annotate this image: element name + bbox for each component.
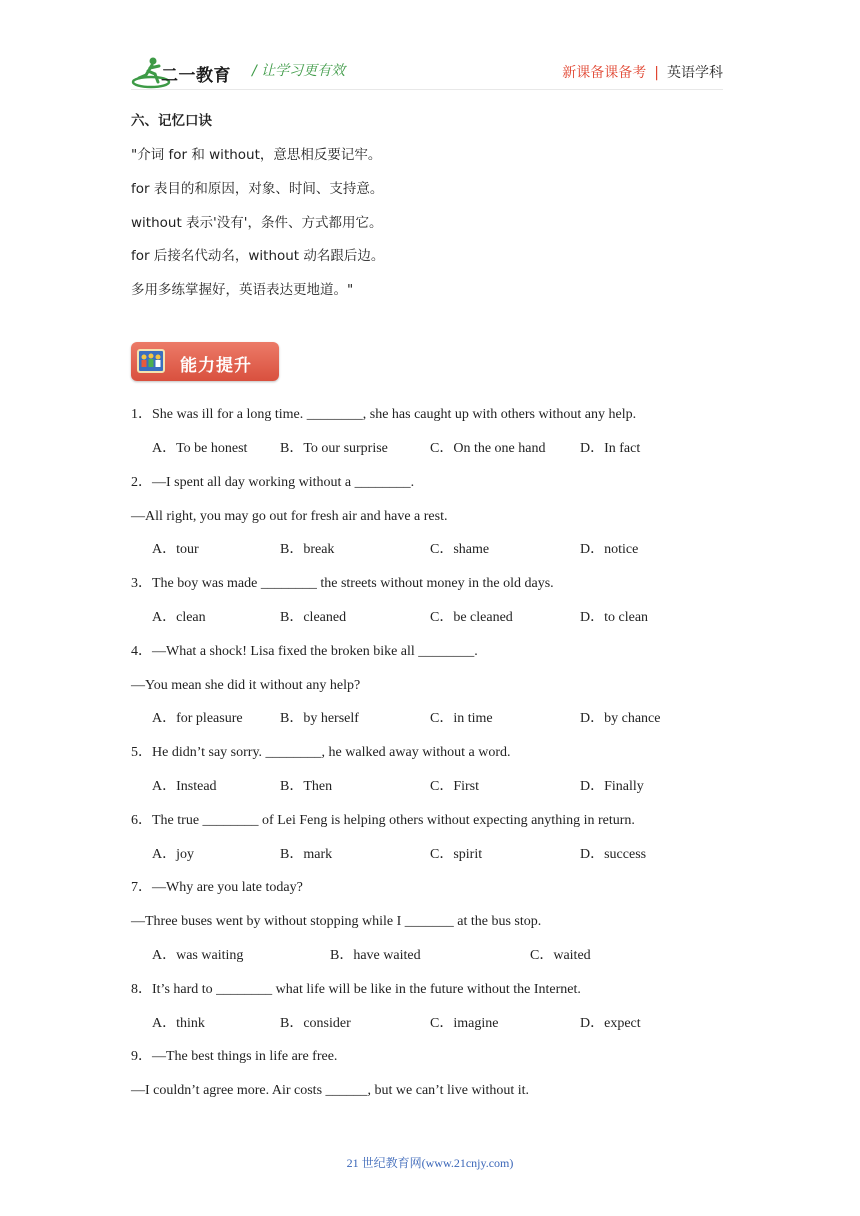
option: A．Instead xyxy=(152,779,217,794)
question-stem: 6．The true ________ of Lei Feng is helping others without expecting anything in return. xyxy=(131,813,635,828)
header-right xyxy=(562,62,723,82)
option: C．spirit xyxy=(430,847,483,862)
option: C．in time xyxy=(430,711,493,726)
mnemonic-line: 多用多练掌握好，英语表达更地道。" xyxy=(131,282,354,298)
ability-badge xyxy=(131,342,279,381)
badge-label: 能力提升 xyxy=(180,356,252,376)
mnemonic-line: for 后接名代动名，without 动名跟后边。 xyxy=(131,248,385,264)
question-stem: 3．The boy was made ________ the streets without money in the old days. xyxy=(131,576,554,591)
brand-logo xyxy=(131,56,243,90)
mnemonic-line: "介词 for 和 without，意思相反要记牢。 xyxy=(131,147,382,163)
option: A．think xyxy=(152,1016,205,1031)
section-title: 六、记忆口诀 xyxy=(131,113,212,129)
option: D．by chance xyxy=(580,711,661,726)
option: D．expect xyxy=(580,1016,641,1031)
option: C．waited xyxy=(530,948,591,963)
page-header xyxy=(0,0,860,100)
option: A．tour xyxy=(152,542,199,557)
people-icon xyxy=(137,349,165,373)
question-stem: 2．—I spent all day working without a ________. xyxy=(131,475,415,490)
option: B．by herself xyxy=(280,711,359,726)
question-stem: —Three buses went by without stopping while I _______ at the bus stop. xyxy=(131,914,542,929)
mnemonic-line: without 表示'没有'，条件、方式都用它。 xyxy=(131,215,383,231)
question-stem: 5．He didn’t say sorry. ________, he walked away without a word. xyxy=(131,745,511,760)
header-separator: | xyxy=(654,65,659,81)
question-stem: —All right, you may go out for fresh air and have a rest. xyxy=(131,509,448,524)
option: A．clean xyxy=(152,610,206,625)
question-stem: 9．—The best things in life are free. xyxy=(131,1049,338,1064)
option: B．To our surprise xyxy=(280,441,388,456)
option: D．notice xyxy=(580,542,639,557)
option: A．To be honest xyxy=(152,441,248,456)
option: D．to clean xyxy=(580,610,649,625)
option: C．First xyxy=(430,779,480,794)
option: D．success xyxy=(580,847,647,862)
slogan: / 让学习更有效 xyxy=(252,63,346,79)
question-stem: 4．—What a shock! Lisa fixed the broken bike all ________. xyxy=(131,644,478,659)
option: B．break xyxy=(280,542,335,557)
option: C．shame xyxy=(430,542,490,557)
option: C．be cleaned xyxy=(430,610,513,625)
option: A．joy xyxy=(152,847,194,862)
question-stem: 8．It’s hard to ________ what life will be like in the future without the Internet. xyxy=(131,982,581,997)
page-footer: 21 世纪教育网(www.21cnjy.com) xyxy=(346,1156,514,1170)
option: B．consider xyxy=(280,1016,351,1031)
question-stem: 7．—Why are you late today? xyxy=(131,880,303,895)
question-stem: —I couldn’t agree more. Air costs ______, but we can’t live without it. xyxy=(131,1083,530,1098)
option: B．have waited xyxy=(330,948,421,963)
logo-text: 二一教育 xyxy=(161,66,231,86)
option: B．mark xyxy=(280,847,333,862)
question-stem: —You mean she did it without any help? xyxy=(131,678,361,693)
option: C．imagine xyxy=(430,1016,499,1031)
question-stem: 1．She was ill for a long time. ________, she has caught up with others without any help. xyxy=(131,407,637,422)
option: B．Then xyxy=(280,779,333,794)
option: A．was waiting xyxy=(152,948,244,963)
option: B．cleaned xyxy=(280,610,347,625)
option: D．In fact xyxy=(580,441,641,456)
mnemonic-line: for 表目的和原因，对象、时间、支持意。 xyxy=(131,181,384,197)
option: D．Finally xyxy=(580,779,644,794)
option: A．for pleasure xyxy=(152,711,243,726)
header-divider xyxy=(131,89,723,90)
header-course-title: 新课备课备考 xyxy=(562,65,647,81)
option: C．On the one hand xyxy=(430,441,546,456)
header-subject: 英语学科 xyxy=(667,65,723,81)
